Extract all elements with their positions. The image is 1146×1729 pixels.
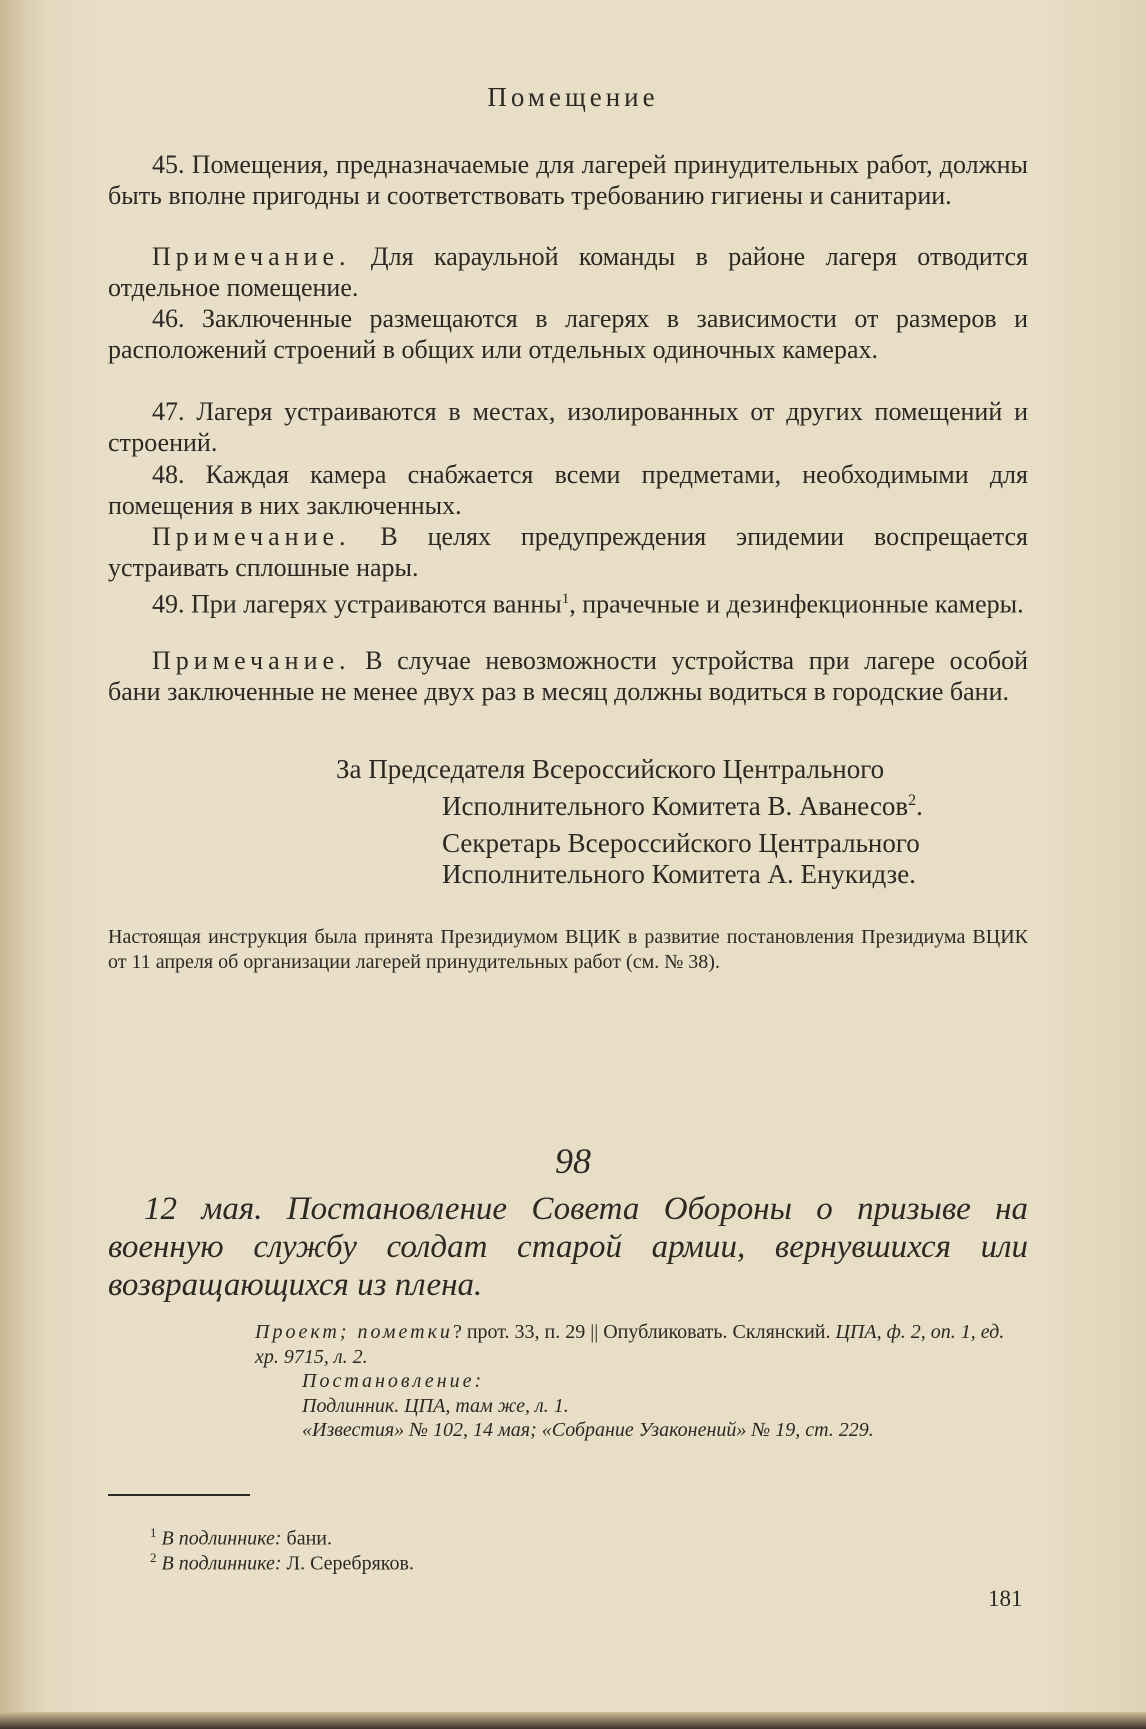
signature-secretary-line2: Исполнительного Комитета А. Енукидзе. — [442, 859, 916, 889]
note-1 — [108, 242, 1028, 303]
signature-secretary — [442, 828, 1028, 890]
page-bottom-edge — [0, 1712, 1146, 1729]
source-line-4: «Известия» № 102, 14 мая; «Собрание Узаконений» № 19, ст. 229. — [302, 1419, 874, 1441]
note-2 — [108, 522, 1028, 583]
footnote-2-text: Л. Серебряков. — [281, 1552, 414, 1575]
document-title: 12 мая. Постановление Совета Обороны о призыве на военную службу солдат старой армии, вернувшихся или возвращающихся из плена. — [108, 1191, 1028, 1303]
signature-chairman — [336, 754, 1028, 822]
source-references — [255, 1320, 1028, 1443]
paragraph-48: 48. Каждая камера снабжается всеми предметами, необходимыми для помещения в них заключенных. — [108, 460, 1028, 520]
section-heading: Помещение — [487, 82, 659, 112]
book-spine-shadow — [0, 0, 46, 1729]
source-line-3: Подлинник. ЦПА, там же, л. 1. — [302, 1394, 569, 1417]
page-number: 181 — [988, 1586, 1023, 1611]
note-2-label: Примечание. — [152, 522, 351, 551]
source-line-2: Постановление: — [302, 1370, 485, 1392]
paragraph-49-text-b: , прачечные и дезинфекционные камеры. — [569, 589, 1024, 619]
source-line-1-rest: ? прот. 33, п. 29 || Опубликовать. Склянский. — [452, 1321, 831, 1343]
footnote-2-mark: 2 — [150, 1550, 157, 1565]
note-3-text: В случае невозможности устройства при лагере особой бани заключенные не менее двух раз в месяц должны водиться в городские бани. — [108, 646, 1028, 706]
signature-chairman-line2 — [336, 785, 1028, 822]
footnote-2-label: В подлиннике: — [161, 1552, 282, 1575]
source-line-1-archive: ЦПА, ф. 2, оп. 1, ед. хр. 9715, л. 2. — [255, 1321, 1005, 1368]
paragraph-45: 45. Помещения, предназначаемые для лагерей принудительных работ, должны быть вполне пригодны и соответствовать требованию гигиены и санитарии. — [108, 150, 1028, 210]
signature-chairman-name: Исполнительного Комитета В. Аванесов — [442, 791, 909, 821]
footnote-2 — [150, 1545, 414, 1577]
signature-chairman-end: . — [916, 791, 923, 821]
source-line-1-italic: Проект; пометки — [255, 1321, 453, 1343]
signature-chairman-line1: За Председателя Всероссийского Центрального — [336, 754, 885, 784]
paragraph-46: 46. Заключенные размещаются в лагерях в зависимости от размеров и расположений строений в общих или отдельных одиночных камерах. — [108, 304, 1028, 364]
footnote-ref-2: 2 — [908, 792, 917, 809]
footnote-divider — [108, 1494, 250, 1496]
paragraph-47: 47. Лагеря устраиваются в местах, изолированных от других помещений и строений. — [108, 397, 1028, 457]
source-line-1 — [255, 1320, 1028, 1369]
note-3 — [108, 646, 1028, 707]
note-3-label: Примечание. — [152, 646, 351, 675]
note-1-label: Примечание. — [152, 242, 351, 271]
paragraph-49 — [108, 584, 1028, 620]
paragraph-49-text-a: 49. При лагерях устраиваются ванны — [152, 589, 562, 619]
note-2-text: В целях предупреждения эпидемии воспрещается устраивать сплошные нары. — [108, 522, 1028, 582]
note-1-text: Для караульной команды в районе лагеря отводится отдельное помещение. — [108, 242, 1028, 302]
editorial-note: Настоящая инструкция была принята Президиумом ВЦИК в развитие постановления Президиума ВЦИК от 11 апреля об организации лагерей принудительных работ (см. № 38). — [108, 926, 1028, 973]
document-number: 98 — [555, 1141, 591, 1181]
footnote-ref-1: 1 — [561, 591, 570, 607]
footnote-1-label: В подлиннике: — [161, 1527, 282, 1550]
footnote-1-text: бани. — [281, 1527, 332, 1550]
signature-secretary-line1: Секретарь Всероссийского Центрального — [442, 828, 920, 858]
footnote-1-mark: 1 — [150, 1525, 157, 1540]
